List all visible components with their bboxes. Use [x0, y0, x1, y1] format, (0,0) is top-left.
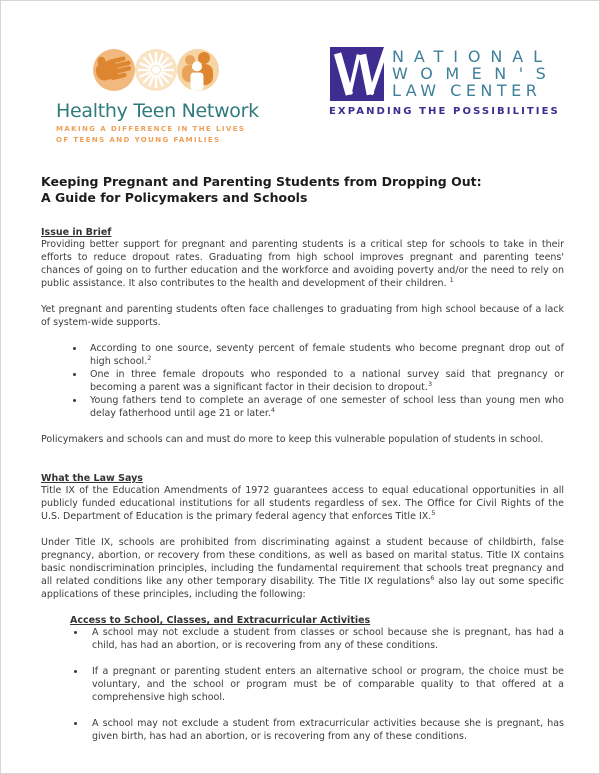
nwlc-line-womens: WOMEN'S — [392, 64, 559, 83]
heading-what-the-law-says: What the Law Says — [41, 473, 143, 484]
issue-paragraph-1 — [41, 238, 564, 290]
issue-paragraph-3: Policymakers and schools can and must do more to keep this vulnerable population of students in school. — [41, 434, 544, 445]
law-paragraph-2 — [41, 536, 564, 601]
htn-tagline-line1: MAKING A DIFFERENCE IN THE LIVES — [56, 125, 246, 133]
issue-bullet-text: One in three female dropouts who responded to a national survey said that pregnancy or becoming a parent was a significant factor in their decision to dropout. — [90, 369, 564, 393]
footnote-ref-4: 4 — [270, 405, 276, 414]
document-title — [41, 174, 564, 206]
htn-logo-name: Healthy Teen Network — [56, 100, 259, 122]
footnote-ref-5: 5 — [431, 508, 436, 517]
law-paragraph-1 — [41, 484, 564, 523]
national-womens-law-center-logo — [329, 47, 571, 117]
nwlc-logo-top — [329, 47, 571, 101]
htn-tagline-line2: OF TEENS AND YOUNG FAMILIES — [56, 136, 221, 144]
heading-issue-in-brief: Issue in Brief — [41, 227, 112, 238]
title-line-1: Keeping Pregnant and Parenting Students from Dropping Out: — [41, 174, 482, 189]
issue-bullet — [85, 368, 564, 394]
document-body — [1, 174, 599, 743]
title-line-2: A Guide for Policymakers and Schools — [41, 190, 308, 205]
footnote-ref-6: 6 — [430, 573, 435, 582]
law-paragraph-2-text-b: also lay out some specific applications of these principles, including the following: — [41, 576, 565, 600]
law-paragraph-2-text-a: Under Title IX, schools are prohibited from discriminating against a student because of childbirth, false pregnancy, abortion, or recovery from these conditions, as well as based on marital status. Title IX contains basic nondiscrimination principles, including the fundamental requirement that schools treat pregnancy and all related conditions like any other temporary disability. The Title IX regulations — [41, 537, 564, 587]
access-section — [70, 615, 564, 743]
access-bullet: • If a pregnant or parenting student enters an alternative school or program, the choice must be voluntary, and the school or program must be of comparable quality to that offered at a comprehensive high school. — [86, 665, 564, 704]
law-paragraph-1-text: Title IX of the Education Amendments of 1972 guarantees access to equal educational opportunities in all publicly funded educational institutions for all students regardless of sex. The Office for Civil Rights of the U.S. Department of Education is the primary federal agency that enforces Title IX. — [41, 485, 564, 522]
heading-access-to-school: Access to School, Classes, and Extracurricular Activities — [70, 615, 371, 626]
htn-circles-icon — [92, 47, 220, 93]
issue-paragraph-2: Yet pregnant and parenting students often face challenges to graduating from high school because of a lack of system-wide supports. — [41, 304, 564, 328]
issue-bullet-list — [41, 342, 564, 420]
header — [1, 1, 599, 144]
access-bullet-list — [70, 626, 564, 743]
nwlc-wordmark — [392, 47, 558, 99]
nwlc-w-icon — [329, 47, 385, 101]
issue-bullet — [85, 394, 564, 420]
access-bullet: • A school may not exclude a student from classes or school because she is pregnant, has had a child, has had an abortion, or is recovering from any of these conditions. — [86, 626, 564, 652]
footnote-ref-2: 2 — [147, 353, 152, 362]
nwlc-line-national: NATIONAL — [392, 47, 552, 66]
nwlc-line-lawcenter: LAW CENTER — [392, 81, 542, 100]
issue-paragraph-1-text: Providing better support for pregnant and parenting students is a critical step for schools to take in their efforts to reduce dropout rates. Graduating from high school improves pregnant and parenting teens' chances of going on to further education and the workforce and avoiding poverty and/or the need to rely on public assistance. It also contributes to the health and development of their children. — [41, 239, 564, 289]
footnote-ref-1: 1 — [449, 275, 454, 284]
footnote-ref-3: 3 — [427, 379, 433, 388]
issue-bullet-text: According to one source, seventy percent of female students who become pregnant drop out of high school. — [90, 343, 564, 367]
issue-bullet-text: Young fathers tend to complete an average of one semester of school less than young men who delay fatherhood until age 21 or later. — [90, 395, 564, 419]
nwlc-tagline: EXPANDING THE POSSIBILITIES — [329, 106, 560, 117]
healthy-teen-network-logo — [56, 47, 316, 144]
access-bullet: • A school may not exclude a student from extracurricular activities because she is pregnant, has given birth, has had an abortion, or is recovering from any of these conditions. — [86, 717, 564, 743]
issue-bullet — [85, 342, 564, 368]
